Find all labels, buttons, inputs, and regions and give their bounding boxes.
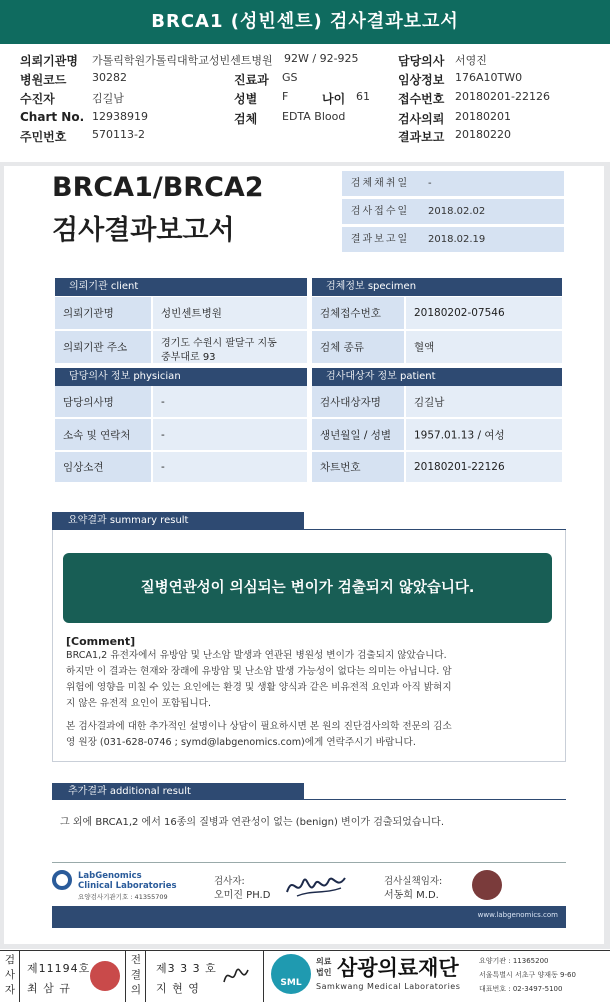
header-row [0, 71, 610, 90]
header-label: 나이 [322, 92, 346, 106]
org-name: 삼광의료재단 [337, 956, 459, 980]
red-seal-icon [90, 961, 120, 991]
lab-name-sub: Clinical Laboratories [78, 881, 177, 891]
header-row [0, 52, 610, 71]
header-row [0, 128, 610, 147]
contact-line: 본 검사결과에 대한 추가적인 설명이나 상담이 필요하시면 본 원의 진단검사의학 전문의 김소 [66, 721, 452, 732]
header-label: 수진자 [20, 92, 55, 106]
header-label: 담당의사 [398, 54, 445, 68]
comment-line: 지 않은 유전적 요인이 포함됩니다. [66, 698, 211, 709]
header-label: 검사의뢰 [398, 112, 445, 126]
contact-line: 영 원장 (031-628-0746 ; symd@labgenomics.com)에게 연락주시기 바랍니다. [66, 737, 416, 748]
address-line: 중부대로 93 [161, 352, 216, 363]
additional-text: 그 외에 BRCA1,2 에서 16종의 질병과 연관성이 없는 (benign) 변이가 검출되었습니다. [60, 817, 444, 828]
labgenomics-logo-icon [52, 870, 72, 890]
specimen-header: 검체정보 specimen [312, 278, 562, 296]
header-value: 12938919 [92, 110, 148, 123]
date-value: 2018.02.02 [428, 206, 486, 217]
date-label: 검사접수일 [350, 206, 410, 217]
client-header: 의뢰기관 client [55, 278, 307, 296]
examiner-label: 검사자: [214, 876, 245, 887]
summary-result: 질병연관성이 의심되는 변이가 검출되지 않았습니다. [63, 553, 552, 623]
org-info: 대표번호 : 02-3497-5100 [479, 985, 563, 993]
footer-divider [52, 862, 566, 863]
lab-url: www.labgenomics.com [477, 911, 558, 919]
header-value: GS [282, 71, 298, 84]
physician-label: 임상소견 [55, 452, 151, 482]
physician-value: - [153, 452, 307, 482]
header-label: 병원코드 [20, 73, 67, 87]
header-value: 176A10TW0 [455, 71, 523, 84]
examiner-footer-name: 최 삼 규 [27, 982, 71, 995]
patient-label: 생년월일 / 성별 [312, 419, 404, 450]
header-label: 진료과 [234, 73, 269, 87]
lab-code: 요양검사기관기호 : 41355709 [78, 893, 168, 901]
specimen-value: 혈액 [406, 331, 562, 363]
sml-logo-icon: SML [271, 954, 311, 994]
footer-vertical-label: 전결의 [130, 954, 142, 996]
responsible-name: 서동희 M.D. [384, 890, 439, 901]
signature-icon [220, 960, 254, 990]
date-row [342, 227, 564, 252]
header-value: 61 [356, 90, 370, 103]
header-row [0, 90, 610, 109]
approver-name: 지 현 영 [156, 982, 200, 995]
org-info: 요양기관 : 11365200 [479, 957, 549, 965]
comment-line: BRCA1,2 유전자에서 유방암 및 난소암 발생과 연관된 병원성 변이가 검출되지 않았습니다. [66, 650, 447, 661]
header-value: 20180201 [455, 110, 511, 123]
client-address [153, 331, 307, 363]
page-title: BRCA1 (성빈센트) 검사결과보고서 [0, 0, 610, 44]
physician-label: 담당의사명 [55, 386, 151, 417]
header-value: 570113-2 [92, 128, 145, 141]
org-type: 의료 [316, 957, 332, 966]
lab-name: LabGenomics [78, 871, 142, 881]
header-value: 서영진 [455, 54, 487, 67]
header-label: 접수번호 [398, 92, 445, 106]
comment-line: 위험에 영향을 미칠 수 있는 요인에는 환경 및 생활 양식과 같은 비유전적 요인과 아직 밝혀지 [66, 682, 452, 693]
seal-icon [472, 870, 502, 900]
header-value: 30282 [92, 71, 127, 84]
physician-value: - [153, 419, 307, 450]
physician-header: 담당의사 정보 physician [55, 368, 307, 386]
header-label: 검체 [234, 112, 258, 126]
examiner-name: 오미진 PH.D [214, 890, 271, 901]
specimen-label: 검체접수번호 [312, 297, 404, 329]
patient-header: 검사대상자 정보 patient [312, 368, 562, 386]
header-value: 가톨릭학원가톨릭대학교성빈센트병원 [92, 54, 273, 67]
client-value: 성빈센트병원 [153, 297, 307, 329]
additional-header: 추가결과 additional result [52, 783, 304, 800]
org-type: 법인 [316, 968, 332, 977]
physician-label: 소속 및 연락처 [55, 419, 151, 450]
org-english-name: Samkwang Medical Laboratories [316, 982, 461, 991]
report-subtitle: 검사결과보고서 [52, 215, 235, 246]
date-row [342, 171, 564, 196]
header-value: 92W / 92-925 [284, 52, 359, 65]
responsible-label: 검사실책임자: [384, 876, 443, 887]
comment-line: 하지만 이 결과는 현재와 장래에 유방암 및 난소암 발생 가능성이 없다는 의미는 아닙니다. 암 [66, 666, 452, 677]
header-label: 성별 [234, 92, 258, 106]
report-title: BRCA1/BRCA2 [52, 172, 264, 203]
patient-value: 김길남 [406, 386, 562, 417]
specimen-label: 검체 종류 [312, 331, 404, 363]
patient-value: 1957.01.13 / 여성 [406, 419, 562, 450]
date-label: 검체채취일 [350, 178, 410, 189]
org-info: 서울특별시 서초구 양재동 9-60 [479, 971, 576, 979]
comment-title: [Comment] [66, 635, 136, 648]
license-number: 제3 3 3 호 [156, 962, 217, 975]
date-row [342, 199, 564, 224]
license-number: 제11194호 [27, 962, 91, 975]
date-value: - [428, 178, 432, 189]
header-value: 20180201-22126 [455, 90, 550, 103]
patient-label: 차트번호 [312, 452, 404, 482]
header-row [0, 110, 610, 129]
header-label: 결과보고 [398, 130, 445, 144]
client-label: 의뢰기관명 [55, 297, 151, 329]
footer-vertical-label: 검사자 [4, 954, 16, 996]
patient-value: 20180201-22126 [406, 452, 562, 482]
physician-value: - [153, 386, 307, 417]
header-label: 의뢰기관명 [20, 54, 78, 68]
header-value: EDTA Blood [282, 110, 346, 123]
date-label: 결과보고일 [350, 234, 410, 245]
client-label: 의뢰기관 주소 [55, 331, 151, 363]
additional-rule [52, 799, 566, 800]
header-value: F [282, 90, 289, 103]
summary-header: 요약결과 summary result [52, 512, 304, 530]
patient-label: 검사대상자명 [312, 386, 404, 417]
signature-icon [283, 868, 349, 902]
header-label: 주민번호 [20, 130, 67, 144]
header-label: Chart No. [20, 110, 85, 124]
header-value: 김길남 [92, 92, 124, 105]
address-line: 경기도 수원시 팔달구 지동 [161, 338, 277, 349]
date-value: 2018.02.19 [428, 234, 486, 245]
header-label: 임상정보 [398, 73, 445, 87]
specimen-value: 20180202-07546 [406, 297, 562, 329]
date-table [342, 171, 564, 255]
header-info [0, 46, 610, 166]
header-value: 20180220 [455, 128, 511, 141]
